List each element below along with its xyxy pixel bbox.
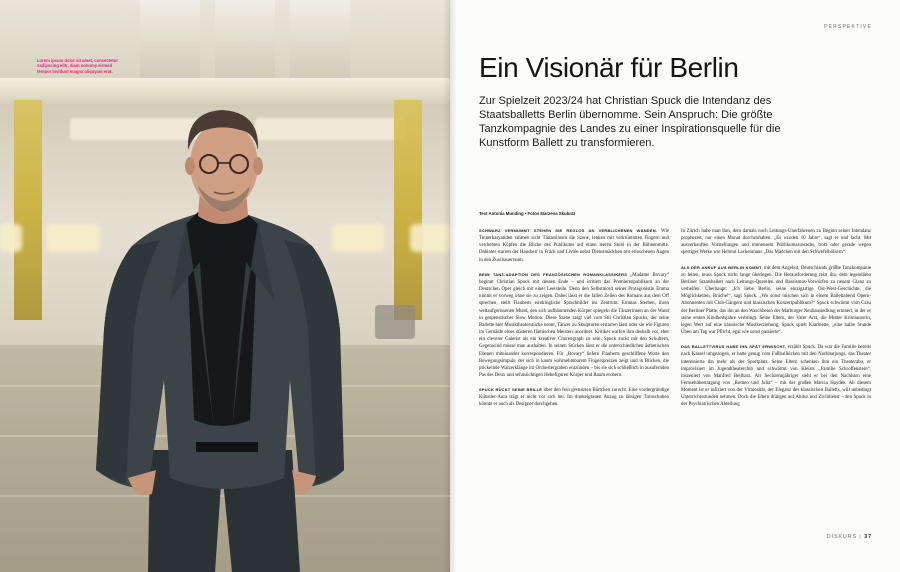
text-column-right	[681, 227, 871, 537]
paragraph-lead-in: DAS BALLETTVIRUS HABE IHN SPÄT ERWISCHT,	[681, 344, 787, 350]
page-folio	[827, 534, 872, 540]
folio-section: DISKURS	[826, 534, 857, 540]
article-page	[450, 0, 900, 572]
paragraph	[681, 264, 871, 337]
paragraph	[479, 227, 669, 264]
article-lede: Zur Spielzeit 2023/24 hat Christian Spuck die Intendanz des Staatsballetts Berlin übernomme. Sein Anspruch: Die größte Tanzkompagnie des Landes zu einer Inspirationsquelle für die Kunstform Ballett zu transformieren.	[479, 95, 781, 149]
article-body	[479, 227, 871, 537]
paragraph	[681, 227, 871, 257]
paragraph-text: In Zürich habe man ihm, dem damals noch Leitungs-Unerfahrenen zu Beginn seiner Intendanz prophezeit, nur einen Monat durchzuhalten. „Es wurden 10 Jahre“, sagt er und lacht. Mit ausverkauften Vorstellungen und immensem Publikumszuwachs, trotz oder gerade wegen sperriger Werke wie Helmut Lachenmans „Das Mädchen mit den Schwefelhölzern“.	[681, 229, 871, 256]
text-column-left	[479, 227, 669, 537]
spread-gutter	[443, 0, 457, 572]
paragraph-lead-in: BEIM TANZ-ADAPTION DES FRANZÖSISCHEN ROMANKLASSIKERS	[479, 271, 628, 277]
paragraph-text: erzählt Spuck. Da war die Familie bereits nach Kassel umgezogen, er hatte genug vom Fußballkicken mit den Nachbarjungs, das Theater interessierte ihn mehr als der Sportplatz. Seine Eltern schenken ihm ein Theaterabo, er improvisiert im Jugendtheaterclub und schwärmt von Kleists „Familie Schroffenstein“, inszeniert von Manfred Beilharz. Als Sechzehnjähriger sieht er bei den Nachbarn eine Fernsehübertragung von „Romeo und Julia“ – mit der großen Marcia Haydée. Ab diesem Moment ist er infiziert von der Virtuosität, der Eleganz des klassischen Balletts, will unbedingt Unterrichtsstunden nehmen. Doch die Eltern drängen auf Abitur und Zivildienst – den Spuck in der Psychiatrischen Abteilung	[681, 345, 871, 408]
paragraph	[479, 386, 669, 408]
paragraph-lead-in: SPUCK RÜCKT SEINE BRILLE	[479, 387, 543, 393]
paragraph-lead-in: SCHWARZ VERMUMMT STEHEN SIE REGLOS AN VERBLICHENEN WÄNDEN.	[479, 228, 658, 233]
paragraph-text: mit dem Angebot, Deutschlands größte Tanzkompanie zu leiten, muss Spuck nicht lange überlegen. Die Herausforderung reizt ihn, dem legendären Berliner Staatsballett nach Leitungs-Querelen und Rassismus-Vorwürfen zu neuem Glanz zu verhelfen. Überhaupt: „Ich liebe Berlin, seine einzigartige Ost-West-Geschichte, die Möglichkeiten, Brüche!“, sagt Spuck. „Wo sonst mischen sich in einem Ballettabend Opern-Abonnenten mit Club-Gängern und klassischen Konzertpublikum?“ Spuck schwärmt vom Grau der Berliner Platte, das ihn an den Waschbeton der Marburger Neubausiedlung erinnert, in der er seine ersten Kindheitsjahre verbringt. Seine Eltern, der Vater Arzt, die Mutter Krimiautorin, legen Wert auf eine klassische Musikerziehung, Spuck spielt Klarinette, „eine halbe Stunde Üben am Tag war Pflicht, egal wie sonst passierte“.	[681, 265, 871, 336]
paragraph-text: über den fein gestutzten Bärtchen zurecht. Eine vordergründige Künstler-Aura trägt er nicht vor sich her. Im dunkelgrauen Anzug zu lässigen Turnschuhen könnte er auch als Designer durchgehen.	[479, 388, 669, 408]
folio-separator: |	[859, 534, 862, 540]
article-headline: Ein Visionär für Berlin	[479, 52, 739, 83]
paragraph-text: „Madame Bovary“ beginnt Christian Spuck mit dessen Ende – und irritiert das Premierenpublikum an der Deutschen Oper gleich mit einer Leerstelle. Denn den Selbstmord seiner Protagonistin Emma nimmt er vorweg ohne sie zu zeigen. Dabei lässt er die fallen Zeilen des Romans aus dem Off sprechen, stellt Flauberts eindringliche Sprachbilder ins Zentrum: Emmas Sterben, ihren weitaufgerissenen Mund, den sich aufbäumenden Körper spiegeln die Tänzerinnen an der Wand in gespenstischer Slow Motion. Diese Szene zeigt viel vom Stil Christian Spucks, der seine Ballette hier Musiktheaterstücke nennt, Tänzer zu Skulpturen erstarren lässt oder sie wie Figuren im Gemälde eines düsteren flämischen Meisters anordnet. Kritiker warfen ihm deshalb vor, eher ein cleverer Galerist als ein kreativer Choreograph zu sein. Spuck zuckt mit den Schultern, Gegenwind müsse man aushalten. In seinen Stücken lässt er die unterschiedlichen ästhetischen Ebenen miteinander korrespondieren. Für „Bovary“ liefern Flauberts geschliffene Worte den Bewegungsimpuls, der sich in kaum wahrnehmbarem Fingerspreizen zeigt und in Blicken, die prickelnde Walzerklänge im Orchestergraben entzünden – bis sie sich schließlich in ausufernden Pas des Deux und sehnsüchtigen Hebefiguren Körper und Raum erobern.	[479, 272, 669, 378]
section-rubric: PERSPEKTIVE	[824, 24, 872, 30]
paragraph	[479, 271, 669, 379]
page-number: 37	[864, 534, 872, 540]
paragraph-lead-in: ALS DER ANRUF AUS BERLIN KOMMT,	[681, 264, 763, 270]
paragraph	[681, 343, 871, 408]
article-byline: Text Antonia Munding • Fotos Marzena Skubatz	[479, 211, 576, 216]
paragraph-text: Wie Tinnerkaryatiden rahmen sicht Tänzerinnen die Szene, lenken mit verkrümmten Fingern und verdrehten Köpfen die Blicke des Publikums auf einen leeren Stuhl in der Bühnenmitte. Dahinter starren der Hausherr in Frack und Livrée nebst Dienstmädchen mit erloschenen Augen in den Zuschauerraum.	[479, 229, 669, 263]
photo-caption: Lorem ipsum dolor sit amet, consectetur sadipscing elitr, diam nonumy eirmod tempor invidunt magna aliquyam erat.	[37, 58, 118, 74]
